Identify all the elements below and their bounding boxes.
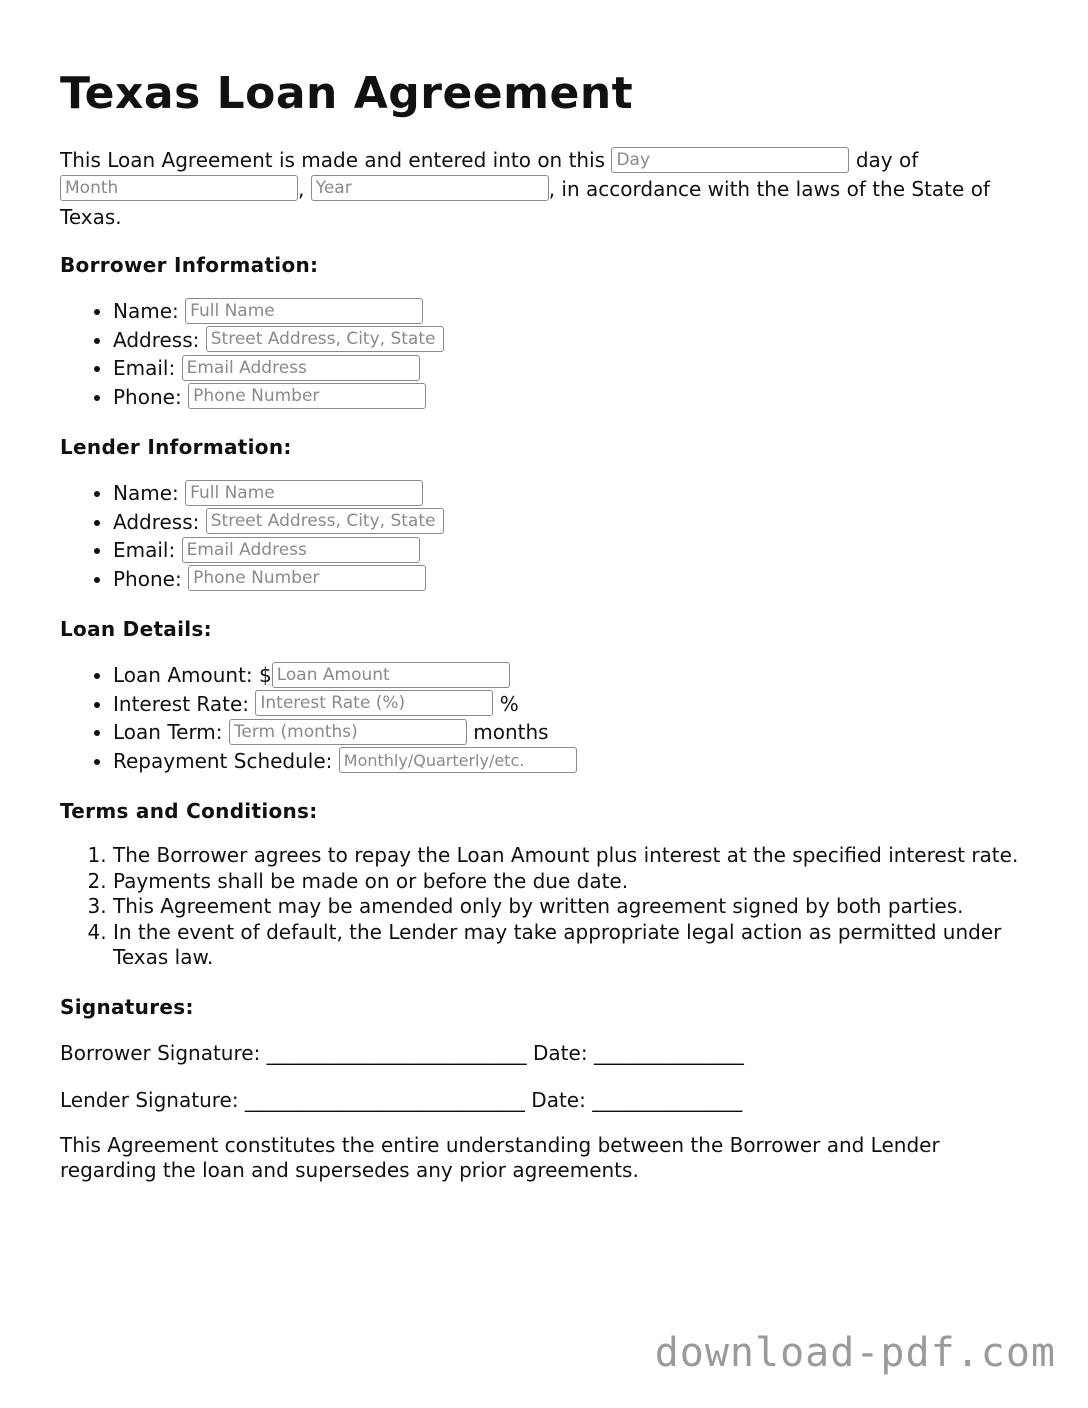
terms-item: 2. Payments shall be made on or before the due date. <box>113 869 1030 895</box>
watermark: download-pdf.com <box>654 1330 1056 1376</box>
interest-rate-label: Interest Rate: <box>113 691 250 716</box>
loan-term-input[interactable] <box>229 719 467 745</box>
borrower-email-label: Email: <box>113 356 176 381</box>
borrower-address-input[interactable] <box>206 326 444 352</box>
lender-name-item <box>113 479 1030 508</box>
comma-text: , <box>298 176 305 201</box>
lender-email-label: Email: <box>113 538 176 563</box>
loan-amount-label: Loan Amount: $ <box>113 663 272 688</box>
borrower-email-item <box>113 354 1030 383</box>
loan-term-label: Loan Term: <box>113 720 223 745</box>
lender-signature-line: Lender Signature: ____________________________ Date: _______________ <box>60 1087 743 1112</box>
repayment-schedule-label: Repayment Schedule: <box>113 748 333 773</box>
intro-suffix: , in accordance with the laws of the State of Texas. <box>60 176 990 230</box>
loan-details-list <box>60 661 1030 775</box>
lender-name-label: Name: <box>113 481 179 506</box>
signatures-heading: Signatures: <box>60 994 194 1019</box>
months-suffix: months <box>473 720 549 745</box>
lender-phone-input[interactable] <box>188 565 426 591</box>
loan-amount-input[interactable] <box>272 662 510 688</box>
borrower-name-item <box>113 297 1030 326</box>
interest-rate-input[interactable] <box>255 690 493 716</box>
terms-list <box>60 843 1030 971</box>
loan-heading: Loan Details: <box>60 617 212 642</box>
intro-paragraph <box>60 146 1030 231</box>
terms-item: 3. This Agreement may be amended only by written agreement signed by both parties. <box>113 894 1030 920</box>
borrower-phone-input[interactable] <box>188 383 426 409</box>
lender-name-input[interactable] <box>185 480 423 506</box>
lender-phone-label: Phone: <box>113 566 182 591</box>
terms-heading: Terms and Conditions: <box>60 799 318 824</box>
lender-address-input[interactable] <box>206 508 444 534</box>
borrower-phone-item <box>113 383 1030 412</box>
closing-paragraph: This Agreement constitutes the entire understanding between the Borrower and Lender regarding the loan and supersedes any prior agreements. <box>60 1132 940 1183</box>
lender-info-list <box>60 479 1030 593</box>
loan-amount-item <box>113 661 1030 690</box>
year-input[interactable] <box>311 175 549 201</box>
repayment-schedule-input[interactable] <box>339 747 577 773</box>
borrower-heading: Borrower Information: <box>60 253 319 278</box>
percent-suffix: % <box>499 691 519 716</box>
day-input[interactable] <box>611 147 849 173</box>
document-page <box>60 70 1030 1184</box>
day-of-text: day of <box>855 148 919 173</box>
lender-email-input[interactable] <box>182 537 420 563</box>
intro-prefix: This Loan Agreement is made and entered into on this <box>60 148 606 173</box>
lender-email-item <box>113 536 1030 565</box>
loan-term-item <box>113 718 1030 747</box>
page-title: Texas Loan Agreement <box>60 68 634 119</box>
borrower-address-item <box>113 326 1030 355</box>
borrower-name-label: Name: <box>113 299 179 324</box>
borrower-email-input[interactable] <box>182 355 420 381</box>
terms-item: 1. The Borrower agrees to repay the Loan Amount plus interest at the specified interest rate. <box>113 843 1030 869</box>
terms-item: 4. In the event of default, the Lender may take appropriate legal action as permitted under Texas law. <box>113 920 1030 971</box>
borrower-address-label: Address: <box>113 327 200 352</box>
borrower-phone-label: Phone: <box>113 384 182 409</box>
lender-phone-item <box>113 565 1030 594</box>
interest-rate-item <box>113 690 1030 719</box>
borrower-info-list <box>60 297 1030 411</box>
borrower-signature-line: Borrower Signature: __________________________ Date: _______________ <box>60 1040 744 1065</box>
borrower-name-input[interactable] <box>185 298 423 324</box>
lender-address-label: Address: <box>113 509 200 534</box>
repayment-schedule-item <box>113 747 1030 776</box>
lender-heading: Lender Information: <box>60 435 292 460</box>
lender-address-item <box>113 508 1030 537</box>
month-input[interactable] <box>60 175 298 201</box>
